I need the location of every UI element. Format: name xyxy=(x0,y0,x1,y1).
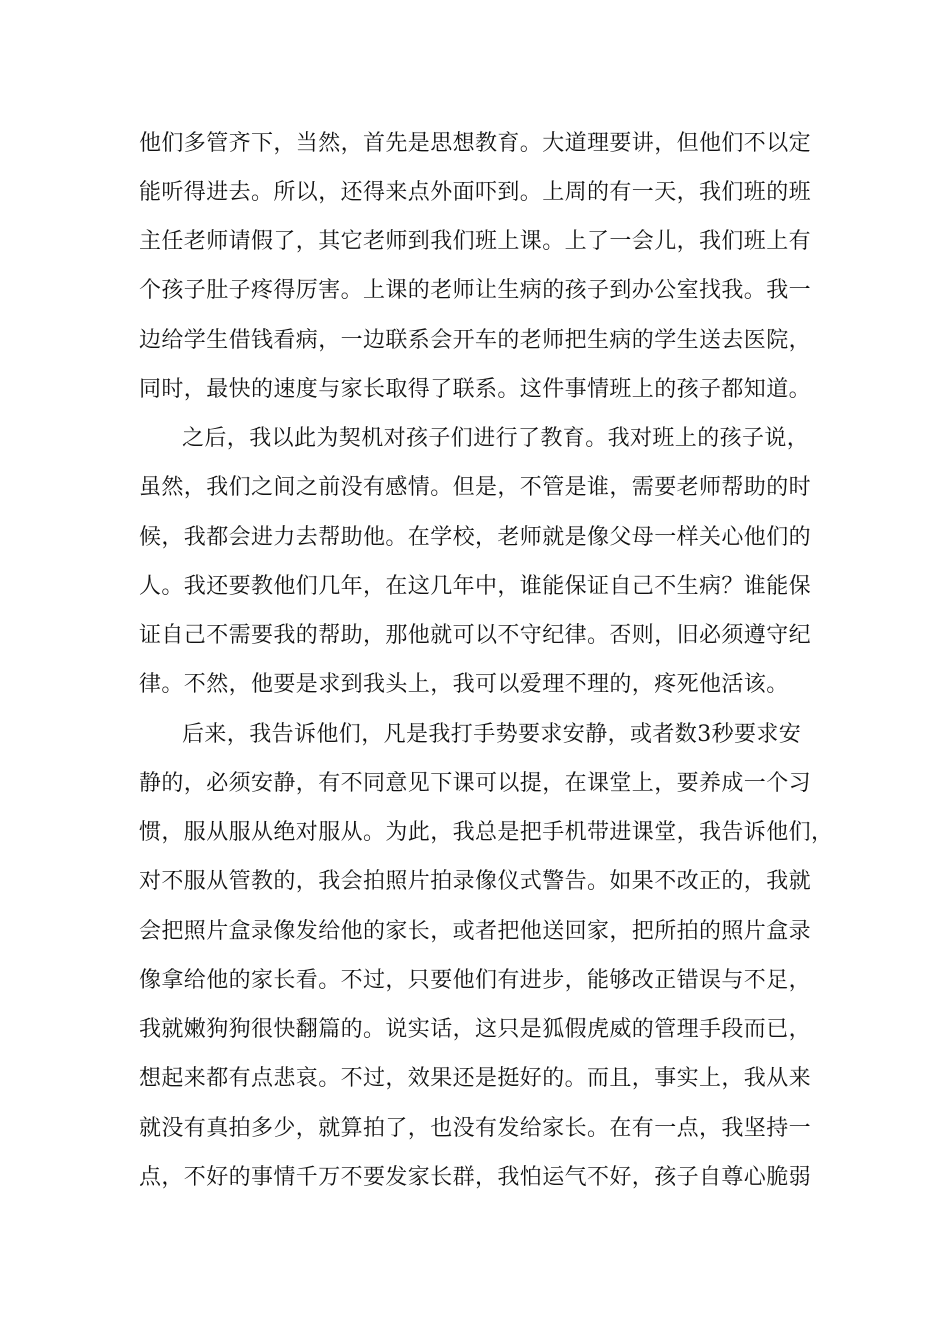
text-line: 想起来都有点悲哀。不过，效果还是挺好的。而且，事实上，我从来 xyxy=(139,1066,812,1091)
paragraph-first-line: 后来，我告诉他们，凡是我打手势要求安静，或者数3秒要求安 xyxy=(182,722,802,747)
text-line: 他们多管齐下，当然，首先是思想教育。大道理要讲，但他们不以定 xyxy=(139,131,812,156)
text-line: 同时，最快的速度与家长取得了联系。这件事情班上的孩子都知道。 xyxy=(139,377,812,402)
text-line: 虽然，我们之间之前没有感情。但是，不管是谁，需要老师帮助的时 xyxy=(139,475,812,500)
text-line: 对不服从管教的，我会拍照片拍录像仪式警告。如果不改正的，我就 xyxy=(139,869,812,894)
text-line: 惯，服从服从绝对服从。为此，我总是把手机带进课堂，我告诉他们， xyxy=(139,820,834,845)
text-line: 点，不好的事情千万不要发家长群，我怕运气不好，孩子自尊心脆弱 xyxy=(139,1165,812,1190)
text-line: 静的，必须安静，有不同意见下课可以提，在课堂上，要养成一个习 xyxy=(139,771,812,796)
text-line: 主任老师请假了，其它老师到我们班上课。上了一会儿，我们班上有 xyxy=(139,229,812,254)
text-line: 律。不然，他要是求到我头上，我可以爱理不理的，疼死他活该。 xyxy=(139,672,789,697)
text-line: 人。我还要教他们几年，在这几年中，谁能保证自己不生病？谁能保 xyxy=(139,574,812,599)
text-line: 能听得进去。所以，还得来点外面吓到。上周的有一天，我们班的班 xyxy=(139,180,812,205)
text-line: 个孩子肚子疼得厉害。上课的老师让生病的孩子到办公室找我。我一 xyxy=(139,278,812,303)
text-line: 我就嫩狗狗很快翻篇的。说实话，这只是狐假虎威的管理手段而已， xyxy=(139,1017,812,1042)
text-line: 就没有真拍多少，就算拍了，也没有发给家长。在有一点，我坚持一 xyxy=(139,1116,812,1141)
text-line: 证自己不需要我的帮助，那他就可以不守纪律。否则，旧必须遵守纪 xyxy=(139,623,812,648)
paragraph-first-line: 之后，我以此为契机对孩子们进行了教育。我对班上的孩子说， xyxy=(182,426,810,451)
text-line: 候，我都会进力去帮助他。在学校，老师就是像父母一样关心他们的 xyxy=(139,525,812,550)
text-line: 会把照片盒录像发给他的家长，或者把他送回家，把所拍的照片盒录 xyxy=(139,919,812,944)
text-line: 像拿给他的家长看。不过，只要他们有进步，能够改正错误与不足， xyxy=(139,968,812,993)
text-line: 边给学生借钱看病，一边联系会开车的老师把生病的学生送去医院， xyxy=(139,328,812,353)
